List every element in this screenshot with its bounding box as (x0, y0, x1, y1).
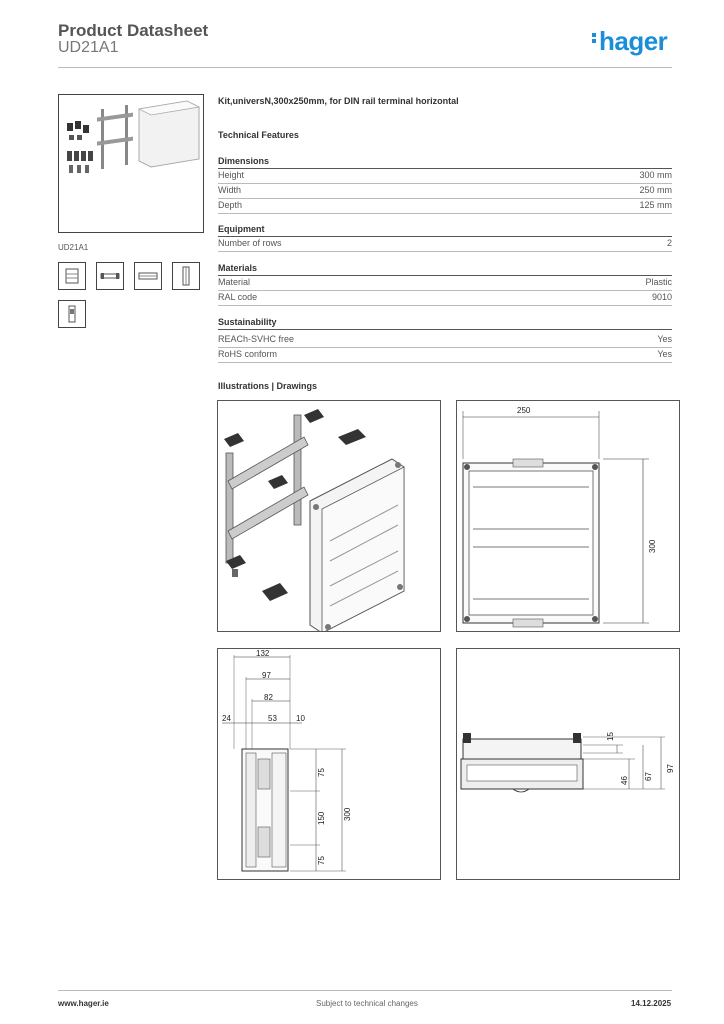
spec-value: 2 (666, 238, 672, 248)
footer-website-link[interactable]: www.hager.ie (58, 999, 109, 1008)
spec-row-material (218, 276, 672, 291)
product-code: UD21A1 (58, 39, 119, 56)
dimensions-heading: Dimensions (218, 156, 270, 166)
dim-53: 53 (268, 714, 277, 723)
spec-value: 125 mm (639, 200, 672, 210)
thumbnail-side-view[interactable] (172, 262, 200, 290)
dim-24: 24 (222, 714, 231, 723)
dim-67: 67 (644, 772, 653, 781)
spec-value: Yes (657, 334, 672, 344)
dim-v300: 300 (343, 807, 352, 821)
spec-row-number-of-rows (218, 237, 672, 252)
spec-value: 9010 (651, 292, 672, 302)
spec-row-reach (218, 333, 672, 348)
product-description: Kit,universN,300x250mm, for DIN rail terminal horizontal (218, 96, 459, 106)
spec-value: 250 mm (639, 185, 672, 195)
logo-dots-icon (592, 31, 598, 45)
spec-label: REACh-SVHC free (218, 334, 295, 344)
footer-notice: Subject to technical changes (316, 999, 418, 1008)
spec-row-height (218, 169, 672, 184)
thumbnail-top-view[interactable] (134, 262, 162, 290)
spec-label: RAL code (218, 292, 258, 302)
spec-value: Plastic (645, 277, 672, 287)
spec-row-rohs (218, 348, 672, 363)
drawing-exploded-view (217, 400, 441, 632)
spec-row-ral-code (218, 291, 672, 306)
spec-value: 300 mm (639, 170, 672, 180)
spec-label: RoHS conform (218, 349, 278, 359)
dim-132: 132 (256, 649, 270, 658)
thumbnail-rail[interactable] (96, 262, 124, 290)
dim-15: 15 (606, 732, 615, 741)
dim-v150: 150 (317, 811, 326, 825)
sustainability-heading: Sustainability (218, 317, 277, 327)
dim-97: 97 (262, 671, 271, 680)
page-title: Product Datasheet (58, 21, 209, 40)
technical-features-heading: Technical Features (218, 130, 299, 140)
footer-date: 14.12.2025 (631, 999, 672, 1008)
spec-label: Material (218, 277, 251, 287)
section-divider (218, 329, 672, 330)
logo-text: hager (599, 26, 668, 56)
spec-row-depth (218, 199, 672, 214)
spec-label: Height (218, 170, 245, 180)
header-divider (58, 67, 672, 68)
dim-82: 82 (264, 693, 273, 702)
product-photo (58, 94, 204, 233)
drawing-front-view (456, 400, 680, 632)
drawing-top-view (456, 648, 680, 880)
spec-label: Number of rows (218, 238, 282, 248)
thumbnail-front-view[interactable] (58, 262, 86, 290)
equipment-heading: Equipment (218, 224, 265, 234)
dim-46: 46 (620, 776, 629, 785)
dim-97-depth: 97 (666, 764, 675, 773)
illustrations-heading: Illustrations | Drawings (218, 381, 318, 391)
brand-logo (592, 26, 667, 57)
dim-10: 10 (296, 714, 305, 723)
spec-label: Width (218, 185, 242, 195)
dimension-width: 250 (517, 406, 531, 415)
dimension-height: 300 (648, 539, 657, 553)
spec-label: Depth (218, 200, 243, 210)
dim-v75-bottom: 75 (317, 856, 326, 865)
drawing-side-view (217, 648, 441, 880)
footer-divider (58, 990, 672, 991)
spec-value: Yes (657, 349, 672, 359)
photo-caption: UD21A1 (58, 243, 89, 252)
dim-v75-top: 75 (317, 768, 326, 777)
thumbnail-detail[interactable] (58, 300, 86, 328)
materials-heading: Materials (218, 263, 258, 273)
spec-row-width (218, 184, 672, 199)
